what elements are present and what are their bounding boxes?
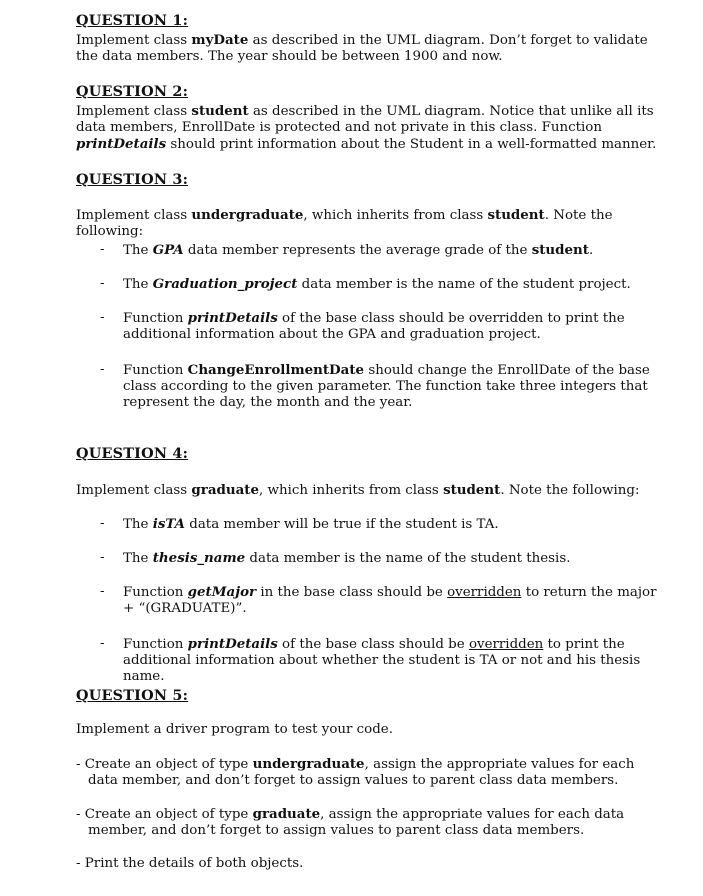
question-2-heading: QUESTION 2: bbox=[76, 83, 189, 100]
bullet-dash: - bbox=[100, 276, 105, 291]
bullet-dash: - bbox=[100, 550, 105, 565]
question-1-heading: QUESTION 1: bbox=[76, 12, 189, 29]
question-3-heading: QUESTION 3: bbox=[76, 171, 189, 188]
question-2-text: Implement class student as described in the UML diagram. Notice that unlike all its data members, EnrollDate is protected and not private in this class. Function printDetails should print information about the Student in a well-formatted manner. bbox=[76, 103, 657, 152]
class-name-undergraduate: undergraduate bbox=[191, 207, 304, 223]
function-printdetails: printDetails bbox=[76, 136, 167, 152]
question-4-heading: QUESTION 4: bbox=[76, 445, 189, 462]
bullet-dash: - bbox=[100, 310, 105, 325]
base-class-student: student bbox=[443, 482, 501, 498]
question-4-intro: Implement class graduate, which inherits from class student. Note the following: bbox=[76, 482, 640, 498]
question-1-text: Implement class myDate as described in the UML diagram. Don’t forget to validate the data members. The year should be between 1900 and now. bbox=[76, 32, 648, 64]
question-5-heading: QUESTION 5: bbox=[76, 687, 189, 704]
base-class-student: student bbox=[487, 207, 545, 223]
q5-item-graduate: - Create an object of type graduate, assign the appropriate values for each data member, and don’t forget to assign values to parent class data members. bbox=[76, 806, 625, 838]
bullet-dash: - bbox=[100, 584, 105, 599]
q5-item-undergraduate: - Create an object of type undergraduate, assign the appropriate values for each data member, and don’t forget to assign values to parent class data members. bbox=[76, 756, 635, 788]
question-3-intro: Implement class undergraduate, which inherits from class student. Note the following: bbox=[76, 207, 613, 239]
bullet-dash: - bbox=[100, 636, 105, 651]
class-name-graduate: graduate bbox=[191, 482, 259, 498]
class-name-student: student bbox=[191, 103, 249, 119]
bullet-dash: - bbox=[100, 362, 105, 377]
q5-item-print-details: - Print the details of both objects. bbox=[76, 856, 304, 871]
bullet-dash: - bbox=[100, 516, 105, 531]
question-5-intro: Implement a driver program to test your code. bbox=[76, 722, 393, 737]
class-name-mydate: myDate bbox=[191, 32, 249, 48]
bullet-dash: - bbox=[100, 242, 105, 257]
document-page: QUESTION 1: Implement class myDate as described in the UML diagram. Don’t forget to validate the data members. The year should be between 1900 and now. QUESTION 2: Implement class student as described in the UML diagram. Notice that unlike all its data members, EnrollDate is protected and not private in this class. Function printDetails should print information about the Student in a well-formatted manner. QUESTION 3: Implement class undergraduate, which inherits from class student. Note the following: - The GPA data member represents the average grade of the student. - The Graduation_project data member is the name of the student project. - Function printDetails of the base class should be overridden to print the additional information about the GPA and graduation project. - Function ChangeEnrollmentDate should change the EnrollDate of the base class according to the given parameter. The function take three integers that represent the day, the month and the year. QUESTION 4: Implement class graduate, which inherits from class student. Note the following: - The isTA data member will be true if the student is TA. - The thesis_name data member is the name of the student thesis. - Function getMajor in the base class should be overridden to return the major + “(GRADUATE)”. - Function printDetails of the base class should be overridden to print the additional information about whether the student is TA or not and his thesis name. QUESTION 5: Implement a driver program to test your code. - Create an object of type undergraduate, assign the appropriate values for each data member, and don’t forget to assign values to parent class data members. - Create an object of type graduate, assign the appropriate values for each data member, and don’t forget to assign values to parent class data members. - Print the details of both objects. bbox=[0, 0, 703, 896]
